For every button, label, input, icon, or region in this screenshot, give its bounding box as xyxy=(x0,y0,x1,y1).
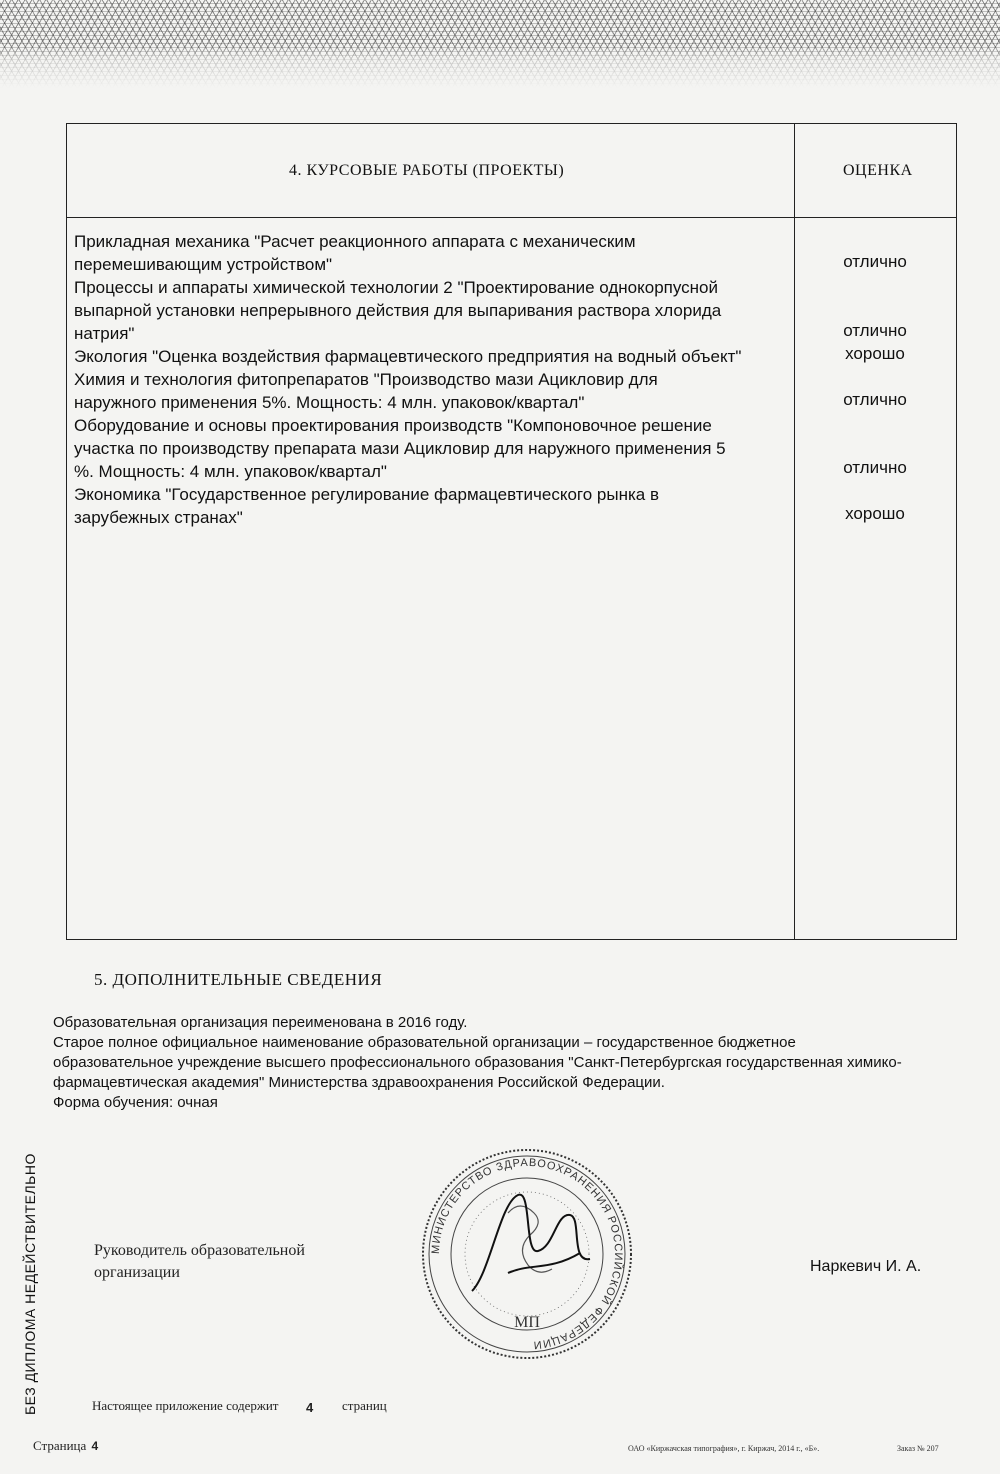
side-validity-note: БЕЗ ДИПЛОМА НЕДЕЙСТВИТЕЛЬНО xyxy=(22,1153,38,1415)
additional-info-line: фармацевтическая академия" Министерства здравоохранения Российской Федерации. xyxy=(53,1074,665,1091)
grade-value: отлично xyxy=(843,390,907,409)
coursework-line: Экология "Оценка воздействия фармацевтического предприятия на водный объект" xyxy=(74,347,742,366)
grade-value: отлично xyxy=(843,321,907,340)
grade-value: отлично xyxy=(843,458,907,477)
coursework-line: наружного применения 5%. Мощность: 4 млн. упаковок/квартал" xyxy=(74,393,585,412)
coursework-line: натрия" xyxy=(74,324,135,343)
signature-mark xyxy=(472,1195,590,1291)
pages-suffix: страниц xyxy=(342,1398,387,1413)
coursework-header: 4. КУРСОВЫЕ РАБОТЫ (ПРОЕКТЫ) xyxy=(289,162,565,179)
official-seal xyxy=(420,1143,635,1365)
table-header-divider xyxy=(67,217,956,218)
signature-label xyxy=(94,1240,305,1284)
order-number: Заказ № 207 xyxy=(897,1444,939,1453)
pages-count: 4 xyxy=(306,1400,314,1415)
security-border-pattern xyxy=(0,0,1000,88)
table-column-divider xyxy=(794,124,795,939)
printer-info: ОАО «Киржачская типография», г. Киржач, 2014 г., «Б». xyxy=(628,1444,820,1453)
additional-info-line: Образовательная организация переименована в 2016 году. xyxy=(53,1014,468,1031)
head-name: Наркевич И. А. xyxy=(810,1258,922,1275)
grade-value: отлично xyxy=(843,252,907,271)
seal-mp: МП xyxy=(514,1314,540,1331)
coursework-line: выпарной установки непрерывного действия для выпаривания раствора хлорида xyxy=(74,301,722,320)
grade-header: ОЦЕНКА xyxy=(843,162,913,179)
signature-label-line: организации xyxy=(94,1264,180,1281)
coursework-line: Оборудование и основы проектирования производств "Компоновочное решение xyxy=(74,416,712,435)
additional-info-line: Форма обучения: очная xyxy=(53,1094,218,1111)
coursework-line: зарубежных странах" xyxy=(74,508,243,527)
pages-count-note xyxy=(92,1398,387,1415)
additional-info-line: Старое полное официальное наименование образовательной организации – государственное бюджетное xyxy=(53,1034,796,1051)
page-number-value: 4 xyxy=(91,1439,99,1453)
signature-label-line: Руководитель образовательной xyxy=(94,1242,305,1259)
coursework-line: Экономика "Государственное регулирование фармацевтического рынка в xyxy=(74,485,660,504)
coursework-line: перемешивающим устройством" xyxy=(74,255,333,274)
coursework-list xyxy=(74,230,794,529)
additional-info-line: образовательное учреждение высшего профессионального образования "Санкт-Петербургская государственная химико- xyxy=(53,1054,902,1071)
page-number xyxy=(33,1438,98,1454)
coursework-line: Химия и технология фитопрепаратов "Производство мази Ацикловир для xyxy=(74,370,658,389)
coursework-line: Процессы и аппараты химической технологии 2 "Проектирование однокорпусной xyxy=(74,278,718,297)
pages-prefix: Настоящее приложение содержит xyxy=(92,1398,279,1413)
additional-info-header: 5. ДОПОЛНИТЕЛЬНЫЕ СВЕДЕНИЯ xyxy=(94,970,383,989)
additional-info xyxy=(53,1013,953,1113)
page-label: Страница xyxy=(33,1438,87,1453)
grade-value: хорошо xyxy=(845,344,905,363)
coursework-line: участка по производству препарата мази Ацикловир для наружного применения 5 xyxy=(74,439,726,458)
grade-value: хорошо xyxy=(845,504,905,523)
seal-ring-text: МИНИСТЕРСТВО ЗДРАВООХРАНЕНИЯ РОССИЙСКОЙ ФЕДЕРАЦИИ xyxy=(429,1156,625,1351)
coursework-line: Прикладная механика "Расчет реакционного аппарата с механическим xyxy=(74,232,636,251)
coursework-line: %. Мощность: 4 млн. упаковок/квартал" xyxy=(74,462,387,481)
